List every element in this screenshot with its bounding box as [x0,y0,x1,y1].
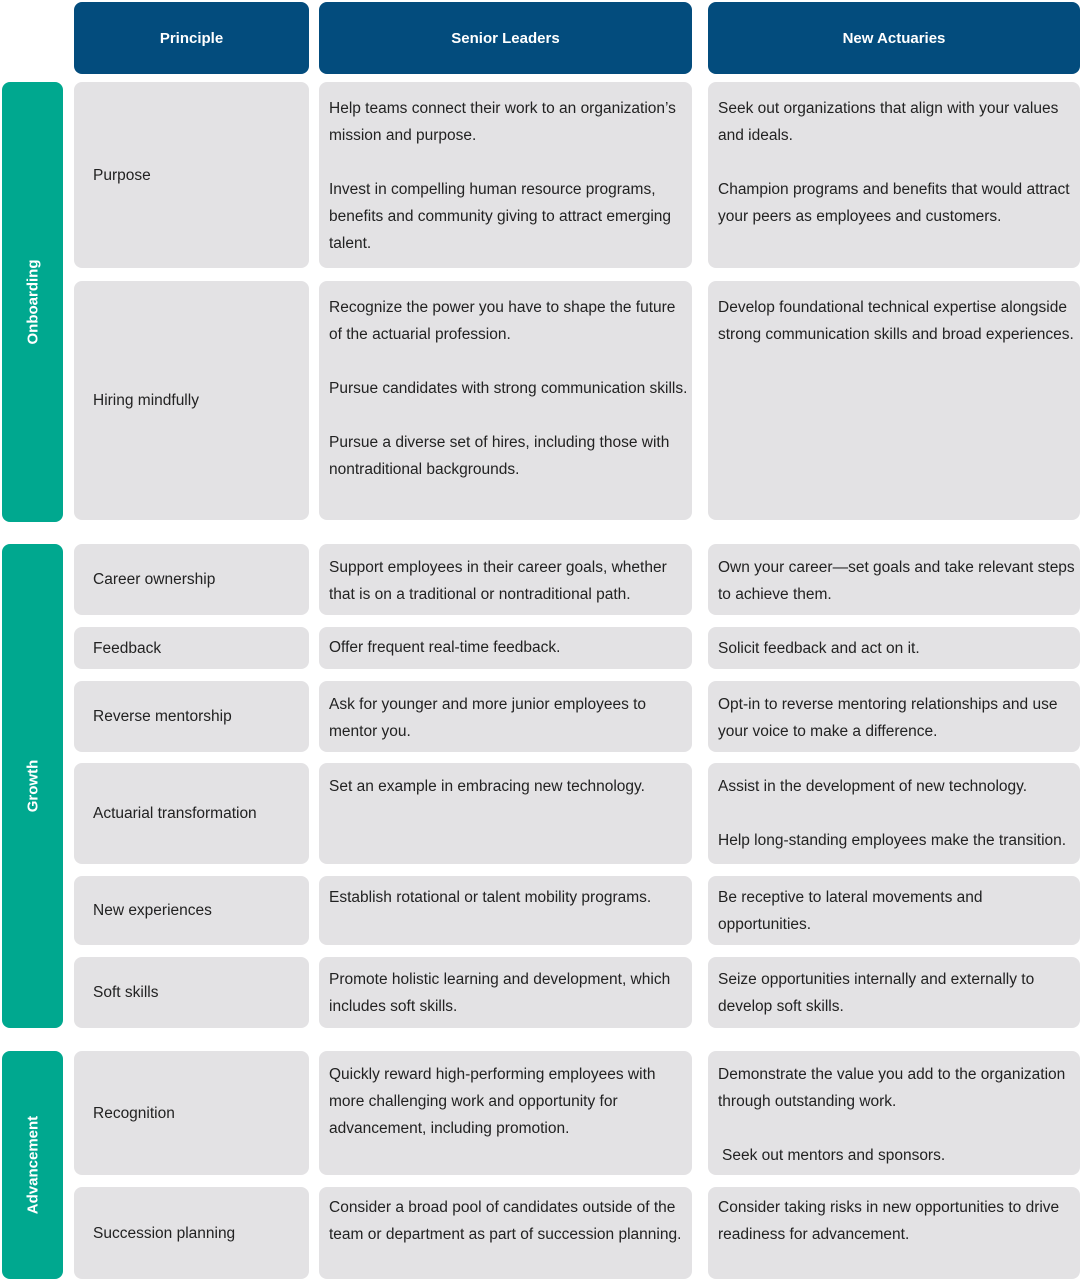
senior-cell-career-ownership [319,544,692,615]
senior-cell-new-experiences [319,876,692,945]
principle-label: Soft skills [93,984,159,1001]
principle-cell-recognition [74,1051,309,1175]
header-principle [74,2,309,74]
senior-text: Recognize the power you have to shape the future of the actuarial profession. [329,299,676,343]
group-growth [2,544,63,1028]
new-text: Opt-in to reverse mentoring relationships and use your voice to make a difference. [718,696,1058,740]
principle-cell-feedback [74,627,309,669]
new-text: Consider taking risks in new opportunities to drive readiness for advancement. [718,1199,1060,1243]
new-text: Champion programs and benefits that would attract your peers as employees and customers. [718,181,1070,225]
senior-text: Quickly reward high-performing employees with more challenging work and opportunity for advancement, including promotion. [329,1066,656,1137]
principle-cell-soft-skills [74,957,309,1028]
new-cell-recognition [708,1051,1080,1175]
senior-cell-feedback [319,627,692,669]
principle-cell-reverse-mentorship [74,681,309,752]
senior-text: Establish rotational or talent mobility programs. [329,889,652,906]
principle-label: Career ownership [93,571,216,588]
new-cell-actuarial-transformation [708,763,1080,864]
senior-cell-reverse-mentorship [319,681,692,752]
new-cell-soft-skills [708,957,1080,1028]
new-cell-purpose [708,82,1080,268]
senior-text: Help teams connect their work to an organization’s mission and purpose. [329,100,676,144]
principle-label: Purpose [93,166,151,184]
senior-text: Offer frequent real-time feedback. [329,639,561,656]
new-text: Seek out mentors and sponsors. [722,1147,946,1164]
principle-cell-new-experiences [74,876,309,945]
header-new-actuaries [708,2,1080,74]
senior-cell-hiring-mindfully [319,281,692,520]
senior-text: Ask for younger and more junior employees to mentor you. [329,696,647,740]
new-text: Assist in the development of new technology. [718,778,1028,795]
principle-label: New experiences [93,902,212,919]
group-advancement-label: Advancement [24,1115,41,1215]
senior-text: Consider a broad pool of candidates outside of the team or department as part of succession planning. [329,1199,682,1243]
principle-label: Feedback [93,639,162,657]
group-onboarding [2,82,63,522]
senior-cell-actuarial-transformation [319,763,692,864]
new-cell-feedback [708,627,1080,669]
senior-cell-soft-skills [319,957,692,1028]
senior-text: Set an example in embracing new technology. [329,778,645,795]
principle-cell-purpose [74,82,309,268]
principle-cell-actuarial-transformation [74,763,309,864]
senior-text: Support employees in their career goals, whether that is on a traditional or nontraditional path. [329,559,667,603]
group-growth-label: Growth [24,759,41,813]
senior-text: Promote holistic learning and development, which includes soft skills. [329,971,671,1015]
senior-cell-recognition [319,1051,692,1175]
senior-text: Pursue candidates with strong communication skills. [329,380,688,397]
header-principle-label: Principle [159,29,224,47]
senior-text: Invest in compelling human resource programs, benefits and community giving to attract emerging talent. [329,181,672,252]
senior-cell-succession-planning [319,1187,692,1279]
new-cell-hiring-mindfully [708,281,1080,520]
principle-label: Hiring mindfully [93,392,199,409]
new-text: Help long-standing employees make the transition. [718,832,1067,849]
principle-cell-career-ownership [74,544,309,615]
new-text: Be receptive to lateral movements and opportunities. [718,889,983,933]
group-advancement [2,1051,63,1279]
new-text: Develop foundational technical expertise alongside strong communication skills and broad experiences. [718,299,1074,343]
new-text: Solicit feedback and act on it. [718,640,920,657]
new-cell-career-ownership [708,544,1080,615]
new-text: Demonstrate the value you add to the organization through outstanding work. [718,1066,1066,1110]
principle-label: Reverse mentorship [93,708,232,725]
principle-label: Recognition [93,1104,175,1122]
senior-cell-purpose [319,82,692,268]
group-onboarding-label: Onboarding [24,259,41,345]
principle-label: Succession planning [93,1224,236,1242]
new-text: Seek out organizations that align with your values and ideals. [718,100,1059,144]
new-cell-reverse-mentorship [708,681,1080,752]
senior-text: Pursue a diverse set of hires, including those with nontraditional backgrounds. [329,434,670,478]
new-cell-new-experiences [708,876,1080,945]
new-text: Own your career—set goals and take relevant steps to achieve them. [718,559,1075,603]
header-senior-leaders-label: Senior Leaders [451,29,560,47]
new-text: Seize opportunities internally and externally to develop soft skills. [718,971,1035,1015]
header-senior-leaders [319,2,692,74]
new-cell-succession-planning [708,1187,1080,1279]
principle-cell-succession-planning [74,1187,309,1279]
header-new-actuaries-label: New Actuaries [842,29,946,47]
principle-cell-hiring-mindfully [74,281,309,520]
principle-label: Actuarial transformation [93,805,257,822]
